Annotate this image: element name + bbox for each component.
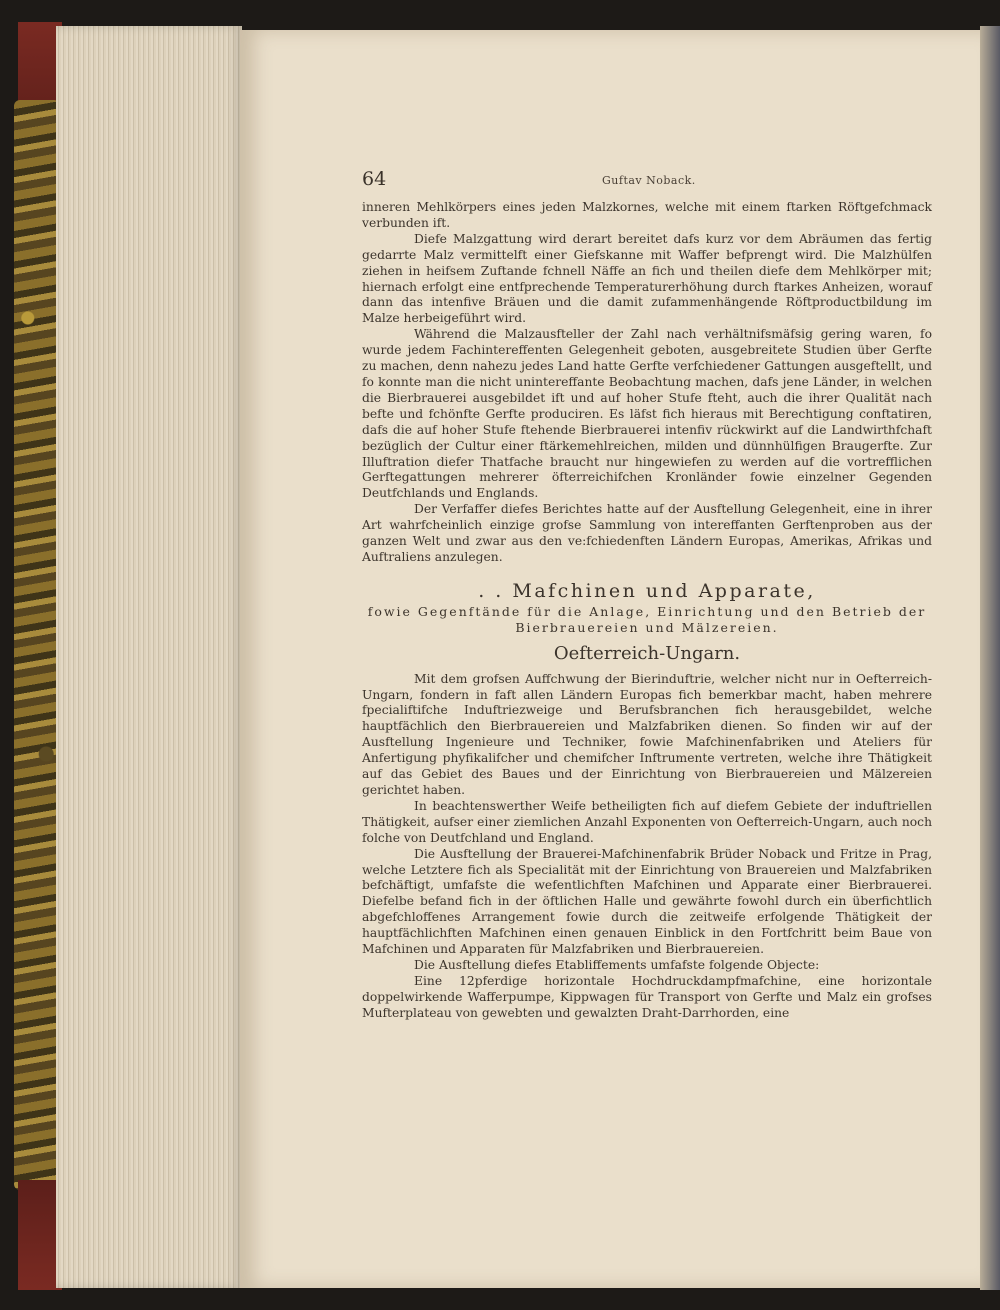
paragraph: inneren Mehlkörpers eines jeden Malzkornes, welche mit einem ftarken Röftgefchmack verbunden ift.: [362, 200, 932, 230]
marbled-endpaper: [14, 100, 60, 1190]
section-heading: . . Mafchinen und Apparate,: [478, 579, 816, 602]
page-number: 64: [362, 168, 387, 190]
right-page-edge: [980, 26, 1000, 1290]
page-body: [362, 200, 932, 1022]
page-header: [362, 168, 922, 194]
paragraph: Mit dem grofsen Auffchwung der Bierinduftrie, welcher nicht nur in Oefterreich-Ungarn, fondern in faft allen Ländern Europas fich bemerkbar macht, haben mehrere fpecialiftifche Induftriezweige und Berufsbranchen fich herausgebildet, welche hauptfächlich den Bierbrauereien und Malzfabriken dienen. So finden wir auf der Ausftellung Ingenieure und Techniker, fowie Mafchinenfabriken und Ateliers für Anfertigung phyfikalifcher und chemifcher Inftrumente vertreten, welche ihre Thätigkeit auf das Gebiet des Baues und der Einrichtung von Bierbrauereien und Mälzereien gerichtet haben.: [362, 671, 932, 797]
paragraph: Die Ausftellung diefes Etabliffements umfafste folgende Objecte:: [414, 957, 820, 972]
page-stack-edges: [56, 26, 242, 1288]
paragraph: Der Verfaffer diefes Berichtes hatte auf der Ausftellung Gelegenheit, eine in ihrer Art wahrfcheinlich einzige grofse Sammlung von intereffanten Gerftenproben aus der ganzen Welt und zwar aus den ve:fchiedenften Ländern Europas, Amerikas, Afrikas und Auftraliens anzulegen.: [362, 502, 932, 564]
paragraph: Diefe Malzgattung wird derart bereitet dafs kurz vor dem Abräumen das fertig gedarrte Malz vermittelft einer Giefskanne mit Waffer befprengt wird. Die Malzhülfen ziehen in heifsem Zuftande fchnell Näffe an fich und theilen diefe dem Mehlkörper mit; hiernach erfolgt eine entfprechende Temperaturerhöhung durch ftarkes Anheizen, worauf dann das intenfive Bräuen und die damit zufammenhängende Röftproductbildung im Malze herbeigeführt wird.: [362, 231, 932, 326]
running-head: Guftav Noback.: [602, 174, 696, 187]
country-heading: Oefterreich-Ungarn.: [553, 642, 741, 664]
paragraph: Die Ausftellung der Brauerei-Mafchinenfabrik Brüder Noback und Fritze in Prag, welche Letztere fich als Specialität mit der Einrichtung von Brauereien und Malzfabriken befchäftigt, umfafste die wefentlichften Mafchinen und Apparate einer Bierbrauerei. Diefelbe befand fich in der öftlichen Halle und gewährte fowohl durch ein überfichtlich abgefchloffenes Arrangement fowie durch die zeitweife erfolgende Thätigkeit der hauptfächlichften Mafchinen einen genauen Einblick in den Fortfchritt beim Baue von Mafchinen und Apparaten für Malzfabriken und Bierbrauereien.: [362, 846, 932, 957]
paragraph: In beachtenswerther Weife betheiligten fich auf diefem Gebiete der induftriellen Thätigkeit, aufser einer ziemlichen Anzahl Exponenten von Oefterreich-Ungarn, auch noch folche von Deutfchland und England.: [362, 798, 932, 845]
paragraph: Eine 12pferdige horizontale Hochdruckdampfmafchine, eine horizontale doppelwirkende Wafferpumpe, Kippwagen für Transport von Gerfte und Malz ein grofses Mufterplateau von gewebten und gewalzten Draht-Darrhorden, eine: [362, 973, 932, 1020]
section-subheading: fowie Gegenftände für die Anlage, Einrichtung und den Betrieb der Bierbrauereien und Mälzereien.: [367, 603, 927, 635]
paragraph: Während die Malzausfteller der Zahl nach verhältnifsmäfsig gering waren, fo wurde jedem Fachintereffenten Gelegenheit geboten, ausgebreitete Studien über Gerfte zu machen, denn nahezu jedes Land hatte Gerfte verfchiedener Gattungen ausgeftellt, und fo konnte man die nicht unintereffante Beobachtung machen, dafs jene Länder, in welchen die Bierbrauerei ausgebildet ift und auf hoher Stufe fteht, auch die ihrer Qualität nach befte und fchönfte Gerfte produciren. Es läfst fich hieraus mit Berechtigung conftatiren, dafs die auf hoher Stufe ftehende Bierbrauerei intenfiv rückwirkt auf die Landwirthfchaft bezüglich der Cultur einer ftärkemehlreichen, milden und dünnhülfigen Braugerfte. Zur Illuftration diefer Thatfache braucht nur hingewiefen zu werden auf die vortrefflichen Gerftegattungen mehrerer öfterreichifchen Kronländer fowie einzelner Gegenden Deutfchlands und Englands.: [362, 327, 932, 501]
